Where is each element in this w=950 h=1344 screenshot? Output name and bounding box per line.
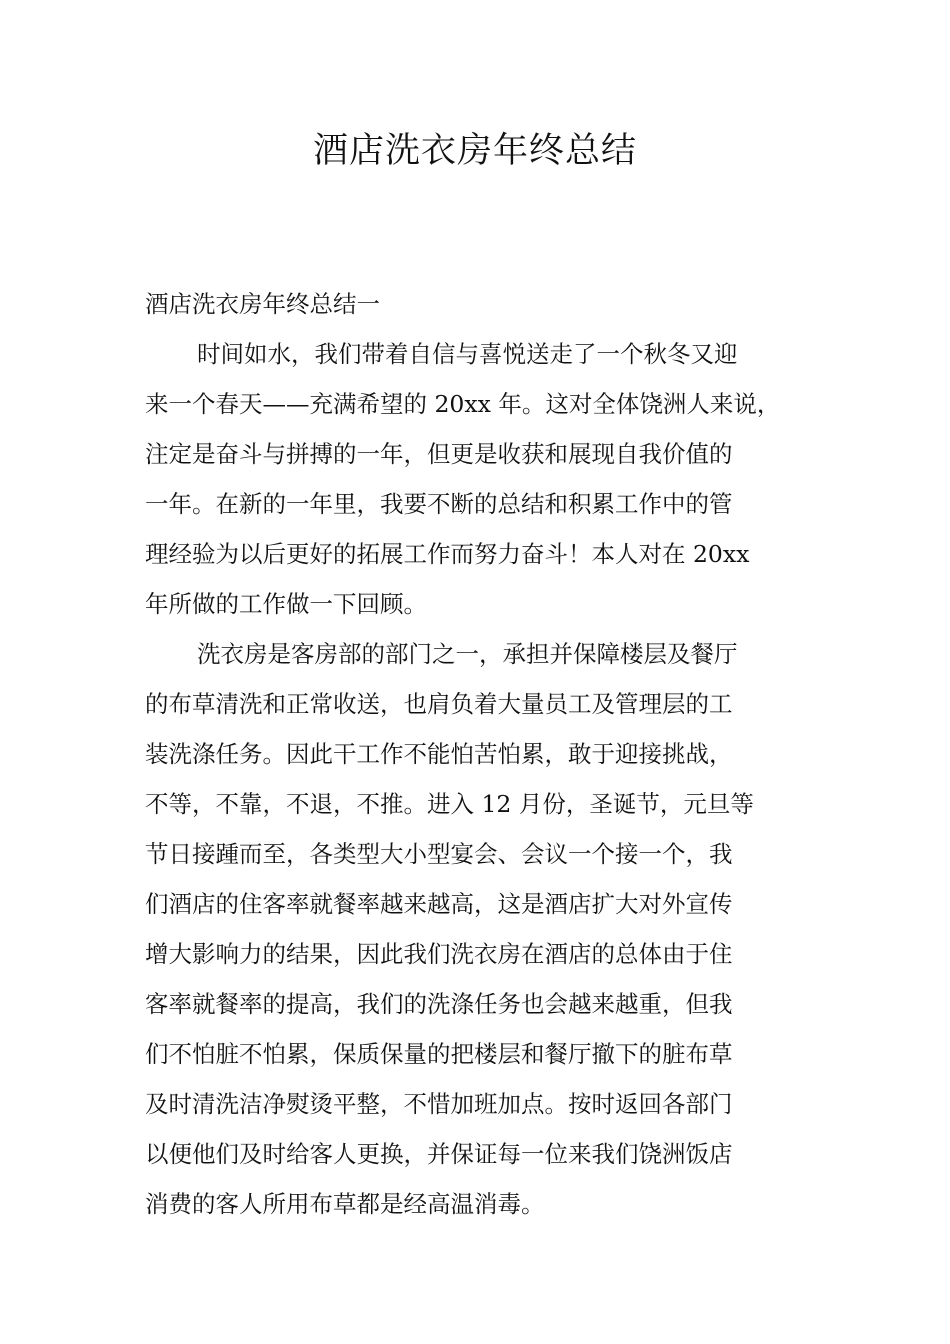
paragraph-line: 以便他们及时给客人更换，并保证每一位来我们饶洲饭店 xyxy=(145,1140,733,1168)
paragraph-line: 年所做的工作做一下回顾。 xyxy=(145,590,427,618)
paragraph-line: 节日接踵而至，各类型大小型宴会、会议一个接一个，我 xyxy=(145,840,733,868)
paragraph-line: 的布草清洗和正常收送，也肩负着大量员工及管理层的工 xyxy=(145,690,733,718)
paragraph-line: 理经验为以后更好的拓展工作而努力奋斗！本人对在 20xx xyxy=(145,540,750,568)
paragraph-line: 时间如水，我们带着自信与喜悦送走了一个秋冬又迎 xyxy=(197,340,738,368)
paragraph-line: 及时清洗洁净熨烫平整，不惜加班加点。按时返回各部门 xyxy=(145,1090,733,1118)
paragraph-1 xyxy=(145,329,825,629)
paragraph-line: 消费的客人所用布草都是经高温消毒。 xyxy=(145,1190,545,1218)
document-body xyxy=(145,279,825,1229)
paragraph-line: 不等，不靠，不退，不推。进入 12 月份，圣诞节，元旦等 xyxy=(145,790,754,818)
paragraph-line: 装洗涤任务。因此干工作不能怕苦怕累，敢于迎接挑战， xyxy=(145,740,733,768)
paragraph-line: 们酒店的住客率就餐率越来越高，这是酒店扩大对外宣传 xyxy=(145,890,733,918)
paragraph-line: 增大影响力的结果，因此我们洗衣房在酒店的总体由于住 xyxy=(145,940,733,968)
section-heading: 酒店洗衣房年终总结一 xyxy=(145,290,380,318)
paragraph-line: 们不怕脏不怕累，保质保量的把楼层和餐厅撤下的脏布草 xyxy=(145,1040,733,1068)
paragraph-line: 洗衣房是客房部的部门之一，承担并保障楼层及餐厅 xyxy=(197,640,738,668)
paragraph-2 xyxy=(145,629,825,1229)
paragraph-line: 注定是奋斗与拼搏的一年，但更是收获和展现自我价值的 xyxy=(145,440,733,468)
paragraph-line: 来一个春天——充满希望的 20xx 年。这对全体饶洲人来说， xyxy=(145,390,781,418)
document-title: 酒店洗衣房年终总结 xyxy=(312,131,637,171)
paragraph-line: 一年。在新的一年里，我要不断的总结和积累工作中的管 xyxy=(145,490,733,518)
paragraph-line: 客率就餐率的提高，我们的洗涤任务也会越来越重，但我 xyxy=(145,990,733,1018)
